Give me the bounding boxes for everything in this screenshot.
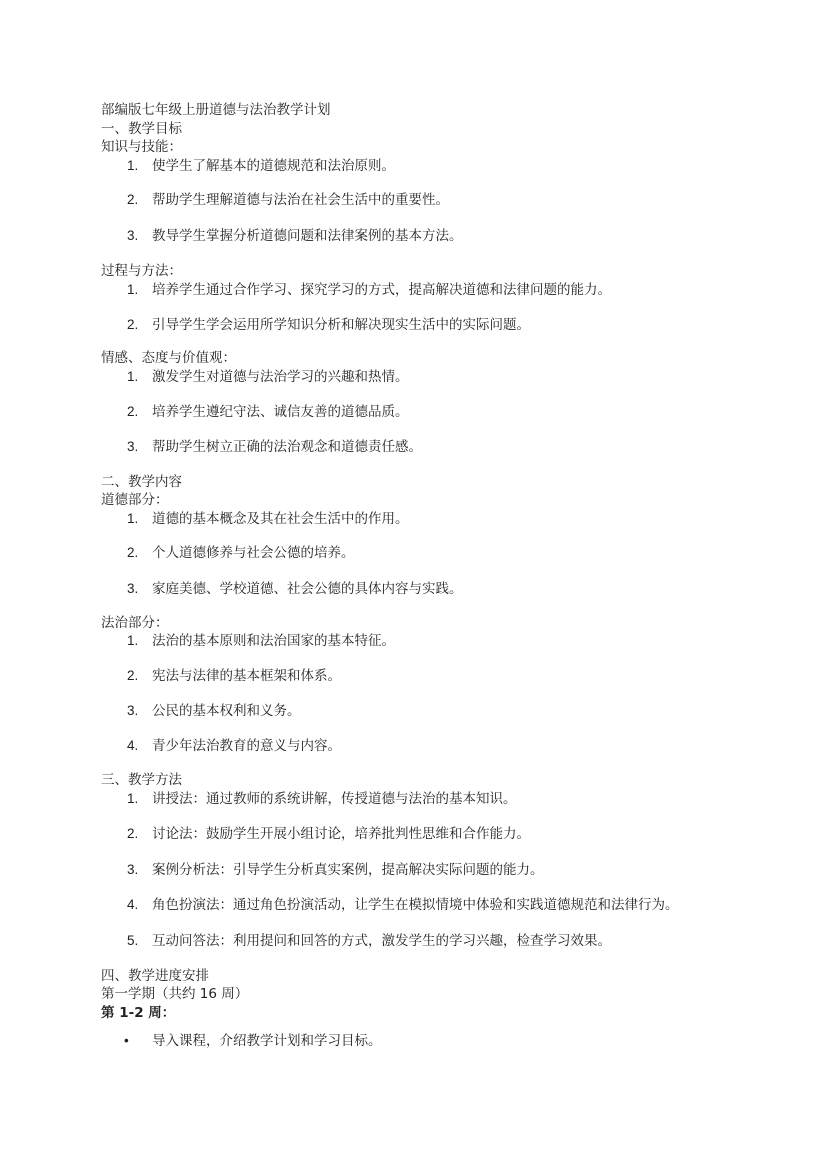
list-item <box>127 438 422 456</box>
item-number: 3. <box>127 862 139 877</box>
item-text: 公民的基本权利和义务。 <box>152 703 301 719</box>
item-text: 个人道德修养与社会公德的培养。 <box>152 545 355 561</box>
item-number: 4. <box>127 897 139 912</box>
item-number: 4. <box>127 738 139 753</box>
group-label: 过程与方法： <box>101 263 182 279</box>
item-number: 1. <box>127 369 139 384</box>
item-number: 3. <box>127 703 139 718</box>
item-text: 角色扮演法：通过角色扮演活动，让学生在模拟情境中体验和实践道德规范和法律行为。 <box>152 897 679 913</box>
item-number: 3. <box>127 439 139 454</box>
list-item <box>127 316 530 334</box>
list-item <box>127 403 409 421</box>
item-text: 引导学生学会运用所学知识分析和解决现实生活中的实际问题。 <box>152 317 530 333</box>
item-text: 家庭美德、学校道德、社会公德的具体内容与实践。 <box>152 581 463 597</box>
item-text: 互动问答法：利用提问和回答的方式，激发学生的学习兴趣，检查学习效果。 <box>152 933 611 949</box>
bullet-icon: • <box>124 1033 129 1048</box>
item-number: 2. <box>127 545 139 560</box>
section-heading: 二、教学内容 <box>101 474 182 490</box>
item-text: 培养学生遵纪守法、诚信友善的道德品质。 <box>152 404 409 420</box>
list-item <box>127 281 611 299</box>
item-text: 导入课程，介绍教学计划和学习目标。 <box>152 1033 382 1049</box>
list-item <box>127 667 341 685</box>
list-item <box>127 702 301 720</box>
list-item <box>127 632 395 650</box>
section-heading: 四、教学进度安排 <box>101 968 209 984</box>
list-item <box>127 544 355 562</box>
list-item <box>127 896 679 914</box>
item-text: 使学生了解基本的道德规范和法治原则。 <box>152 158 395 174</box>
week-label: 第 1-2 周： <box>101 1005 176 1021</box>
item-text: 激发学生对道德与法治学习的兴趣和热情。 <box>152 369 409 385</box>
item-number: 1. <box>127 282 139 297</box>
item-number: 1. <box>127 633 139 648</box>
list-item <box>127 861 544 879</box>
list-item <box>127 157 395 175</box>
item-text: 青少年法治教育的意义与内容。 <box>152 738 341 754</box>
document-title: 部编版七年级上册道德与法治教学计划 <box>101 102 331 118</box>
item-text: 帮助学生树立正确的法治观念和道德责任感。 <box>152 439 422 455</box>
item-number: 1. <box>127 791 139 806</box>
item-number: 5. <box>127 933 139 948</box>
item-text: 道德的基本概念及其在社会生活中的作用。 <box>152 511 409 527</box>
item-text: 讨论法：鼓励学生开展小组讨论，培养批判性思维和合作能力。 <box>152 826 530 842</box>
list-item <box>127 932 611 950</box>
item-number: 2. <box>127 826 139 841</box>
item-number: 2. <box>127 317 139 332</box>
list-item <box>127 510 409 528</box>
item-text: 宪法与法律的基本框架和体系。 <box>152 668 341 684</box>
list-item <box>127 191 449 209</box>
group-label: 道德部分： <box>101 492 169 508</box>
item-text: 培养学生通过合作学习、探究学习的方式，提高解决道德和法律问题的能力。 <box>152 282 611 298</box>
item-number: 2. <box>127 192 139 207</box>
item-number: 2. <box>127 404 139 419</box>
list-item <box>127 227 463 245</box>
section-heading: 三、教学方法 <box>101 772 182 788</box>
section-heading: 一、教学目标 <box>101 121 182 137</box>
item-number: 1. <box>127 158 139 173</box>
group-label: 法治部分： <box>101 615 169 631</box>
item-text: 法治的基本原则和法治国家的基本特征。 <box>152 633 395 649</box>
item-number: 3. <box>127 581 139 596</box>
item-number: 2. <box>127 668 139 683</box>
group-label: 情感、态度与价值观： <box>101 350 236 366</box>
group-label: 知识与技能： <box>101 139 182 155</box>
item-text: 案例分析法：引导学生分析真实案例，提高解决实际问题的能力。 <box>152 862 544 878</box>
list-item <box>127 580 463 598</box>
bullet-item <box>124 1032 382 1050</box>
term-label: 第一学期（共约 16 周） <box>101 986 249 1002</box>
list-item <box>127 368 409 386</box>
item-text: 讲授法：通过教师的系统讲解，传授道德与法治的基本知识。 <box>152 791 517 807</box>
item-text: 教导学生掌握分析道德问题和法律案例的基本方法。 <box>152 228 463 244</box>
item-number: 1. <box>127 511 139 526</box>
list-item <box>127 790 517 808</box>
list-item <box>127 737 341 755</box>
item-number: 3. <box>127 228 139 243</box>
item-text: 帮助学生理解道德与法治在社会生活中的重要性。 <box>152 192 449 208</box>
list-item <box>127 825 530 843</box>
